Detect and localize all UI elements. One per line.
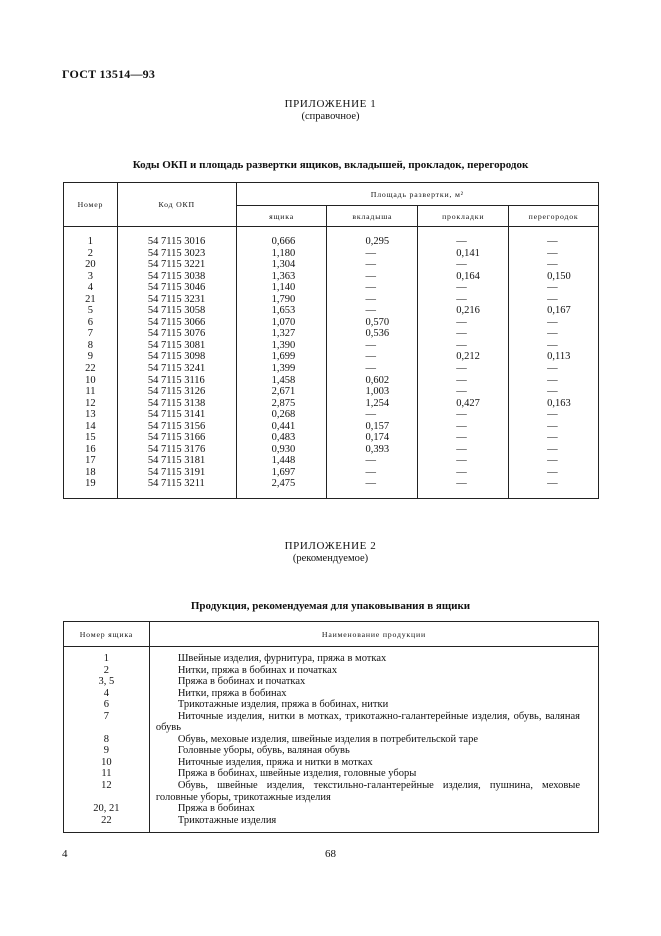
partition-area: — [509, 227, 599, 248]
liner-area: 1,003 [327, 386, 418, 398]
liner-area: — [327, 467, 418, 479]
row-number: 21 [64, 294, 118, 306]
okp-code: 54 7115 3221 [117, 259, 236, 271]
okp-table-body [64, 227, 599, 499]
table-row [64, 478, 599, 498]
liner-area: 0,393 [327, 444, 418, 456]
appendix-2-heading: Продукция, рекомендуемая для упаковывания в ящики [190, 600, 471, 612]
table-row [64, 665, 599, 677]
liner-area: — [327, 248, 418, 260]
table-row [64, 757, 599, 769]
product-name: Ниточные изделия, нитки в мотках, трикотажно-галантерейные изделия, обувь, валяная обувь [149, 711, 598, 734]
liner-area: — [327, 478, 418, 498]
table-row [64, 351, 599, 363]
row-number: 20 [64, 259, 118, 271]
liner-area: — [327, 409, 418, 421]
partition-area: 0,163 [509, 398, 599, 410]
table-row [64, 711, 599, 734]
partition-area: — [509, 328, 599, 340]
liner-area: — [327, 351, 418, 363]
product-name: Обувь, меховые изделия, швейные изделия в потребительской таре [149, 734, 598, 746]
product-name: Трикотажные изделия [149, 815, 598, 833]
okp-code: 54 7115 3016 [117, 227, 236, 248]
okp-code: 54 7115 3058 [117, 305, 236, 317]
liner-area: — [327, 305, 418, 317]
table-row [64, 688, 599, 700]
row-number: 13 [64, 409, 118, 421]
table-row [64, 227, 599, 248]
product-name: Ниточные изделия, пряжа и нитки в мотках [149, 757, 598, 769]
table-row [64, 780, 599, 803]
box-area: 2,475 [236, 478, 327, 498]
okp-code: 54 7115 3038 [117, 271, 236, 283]
col-header-code: Код ОКП [117, 183, 236, 227]
box-number: 1 [64, 647, 150, 665]
okp-code: 54 7115 3046 [117, 282, 236, 294]
liner-area: — [327, 363, 418, 375]
box-area: 0,483 [236, 432, 327, 444]
table-row [64, 815, 599, 833]
okp-code: 54 7115 3081 [117, 340, 236, 352]
partition-area: — [509, 282, 599, 294]
box-number: 8 [64, 734, 150, 746]
partition-area: — [509, 294, 599, 306]
pad-area: — [418, 259, 509, 271]
okp-code: 54 7115 3126 [117, 386, 236, 398]
pad-area: — [418, 317, 509, 329]
partition-area: 0,113 [509, 351, 599, 363]
partition-area: 0,150 [509, 271, 599, 283]
liner-area: 0,174 [327, 432, 418, 444]
box-area: 2,671 [236, 386, 327, 398]
box-number: 4 [64, 688, 150, 700]
table-row [64, 282, 599, 294]
product-name: Швейные изделия, фурнитура, пряжа в мотках [149, 647, 598, 665]
table-row [64, 647, 599, 665]
pad-area: — [418, 375, 509, 387]
partition-area: — [509, 375, 599, 387]
table-row [64, 699, 599, 711]
row-number: 10 [64, 375, 118, 387]
partition-area: — [509, 248, 599, 260]
col-header-partition: перегородок [509, 206, 599, 227]
box-number: 6 [64, 699, 150, 711]
appendix-1-subtitle: (справочное) [301, 111, 360, 122]
box-number: 22 [64, 815, 150, 833]
box-area: 0,666 [236, 227, 327, 248]
footer-left-number: 4 [62, 848, 68, 860]
product-name: Нитки, пряжа в бобинах [149, 688, 598, 700]
pad-area: — [418, 478, 509, 498]
pad-area: — [418, 455, 509, 467]
table-row [64, 340, 599, 352]
row-number: 12 [64, 398, 118, 410]
row-number: 14 [64, 421, 118, 433]
partition-area: 0,167 [509, 305, 599, 317]
table-row [64, 421, 599, 433]
product-name: Трикотажные изделия, пряжа в бобинах, нитки [149, 699, 598, 711]
product-name: Головные уборы, обувь, валяная обувь [149, 745, 598, 757]
table-row [64, 745, 599, 757]
okp-codes-table [63, 182, 599, 499]
liner-area: — [327, 282, 418, 294]
row-number: 9 [64, 351, 118, 363]
pad-area: — [418, 444, 509, 456]
page-number: 68 [325, 848, 336, 860]
appendix-1-heading: Коды ОКП и площадь развертки ящиков, вкладышей, прокладок, перегородок [132, 159, 529, 171]
table-row [64, 317, 599, 329]
box-number: 11 [64, 768, 150, 780]
box-area: 1,363 [236, 271, 327, 283]
partition-area: — [509, 409, 599, 421]
col-header-area: Площадь развертки, м² [236, 183, 598, 206]
box-area: 2,875 [236, 398, 327, 410]
table-row [64, 467, 599, 479]
partition-area: — [509, 444, 599, 456]
okp-code: 54 7115 3098 [117, 351, 236, 363]
pad-area: — [418, 432, 509, 444]
col-header-pad: прокладки [418, 206, 509, 227]
box-number: 9 [64, 745, 150, 757]
box-area: 0,441 [236, 421, 327, 433]
okp-code: 54 7115 3141 [117, 409, 236, 421]
partition-area: — [509, 363, 599, 375]
okp-code: 54 7115 3116 [117, 375, 236, 387]
okp-code: 54 7115 3191 [117, 467, 236, 479]
table-row [64, 803, 599, 815]
pad-area: 0,216 [418, 305, 509, 317]
box-area: 1,327 [236, 328, 327, 340]
table-row [64, 305, 599, 317]
appendix-2-title: ПРИЛОЖЕНИЕ 2 [284, 540, 377, 552]
box-area: 1,697 [236, 467, 327, 479]
liner-area: — [327, 340, 418, 352]
box-number: 3, 5 [64, 676, 150, 688]
row-number: 18 [64, 467, 118, 479]
liner-area: 0,536 [327, 328, 418, 340]
product-name: Обувь, швейные изделия, текстильно-галантерейные изделия, пушнина, меховые головные уборы, трикотажные изделия [149, 780, 598, 803]
partition-area: — [509, 386, 599, 398]
pad-area: 0,141 [418, 248, 509, 260]
pad-area: — [418, 328, 509, 340]
partition-area: — [509, 421, 599, 433]
box-area: 1,448 [236, 455, 327, 467]
box-number: 20, 21 [64, 803, 150, 815]
box-area: 0,930 [236, 444, 327, 456]
product-name: Пряжа в бобинах, швейные изделия, головные уборы [149, 768, 598, 780]
table-row [64, 768, 599, 780]
partition-area: — [509, 455, 599, 467]
table-row [64, 259, 599, 271]
pad-area: — [418, 386, 509, 398]
product-name: Пряжа в бобинах [149, 803, 598, 815]
okp-code: 54 7115 3181 [117, 455, 236, 467]
table-row [64, 294, 599, 306]
table-row [64, 248, 599, 260]
liner-area: — [327, 271, 418, 283]
row-number: 4 [64, 282, 118, 294]
okp-code: 54 7115 3211 [117, 478, 236, 498]
table-row [64, 734, 599, 746]
row-number: 8 [64, 340, 118, 352]
box-area: 1,390 [236, 340, 327, 352]
row-number: 16 [64, 444, 118, 456]
row-number: 17 [64, 455, 118, 467]
liner-area: 1,254 [327, 398, 418, 410]
liner-area: 0,602 [327, 375, 418, 387]
table-row [64, 398, 599, 410]
row-number: 3 [64, 271, 118, 283]
row-number: 5 [64, 305, 118, 317]
pad-area: — [418, 409, 509, 421]
box-area: 0,268 [236, 409, 327, 421]
liner-area: 0,295 [327, 227, 418, 248]
row-number: 22 [64, 363, 118, 375]
okp-code: 54 7115 3241 [117, 363, 236, 375]
pad-area: — [418, 467, 509, 479]
col-header-liner: вкладыша [327, 206, 418, 227]
table-row [64, 432, 599, 444]
row-number: 11 [64, 386, 118, 398]
col-header-box-number: Номер ящика [64, 622, 150, 647]
box-number: 10 [64, 757, 150, 769]
partition-area: — [509, 259, 599, 271]
okp-code: 54 7115 3023 [117, 248, 236, 260]
table-row [64, 455, 599, 467]
appendix-1-title: ПРИЛОЖЕНИЕ 1 [284, 98, 377, 110]
box-area: 1,790 [236, 294, 327, 306]
partition-area: — [509, 467, 599, 479]
box-area: 1,140 [236, 282, 327, 294]
okp-code: 54 7115 3176 [117, 444, 236, 456]
liner-area: — [327, 294, 418, 306]
okp-code: 54 7115 3138 [117, 398, 236, 410]
box-number: 12 [64, 780, 150, 803]
liner-area: 0,157 [327, 421, 418, 433]
col-header-number: Номер [64, 183, 118, 227]
box-area: 1,399 [236, 363, 327, 375]
row-number: 1 [64, 227, 118, 248]
standard-code: ГОСТ 13514—93 [62, 67, 156, 81]
row-number: 7 [64, 328, 118, 340]
pad-area: — [418, 294, 509, 306]
pad-area: — [418, 363, 509, 375]
pad-area: — [418, 340, 509, 352]
product-name: Нитки, пряжа в бобинах и початках [149, 665, 598, 677]
okp-code: 54 7115 3076 [117, 328, 236, 340]
row-number: 19 [64, 478, 118, 498]
liner-area: 0,570 [327, 317, 418, 329]
appendix-2-subtitle: (рекомендуемое) [292, 553, 369, 564]
pad-area: 0,164 [418, 271, 509, 283]
partition-area: — [509, 340, 599, 352]
products-table [63, 621, 599, 833]
row-number: 2 [64, 248, 118, 260]
table-row [64, 444, 599, 456]
box-number: 7 [64, 711, 150, 734]
table-row [64, 271, 599, 283]
product-name: Пряжа в бобинах и початках [149, 676, 598, 688]
box-number: 2 [64, 665, 150, 677]
col-header-product: Наименование продукции [149, 622, 598, 647]
okp-code: 54 7115 3156 [117, 421, 236, 433]
pad-area: 0,427 [418, 398, 509, 410]
table-row [64, 386, 599, 398]
pad-area: — [418, 421, 509, 433]
partition-area: — [509, 478, 599, 498]
table-row [64, 328, 599, 340]
table-row [64, 409, 599, 421]
table-row [64, 676, 599, 688]
okp-code: 54 7115 3231 [117, 294, 236, 306]
box-area: 1,653 [236, 305, 327, 317]
row-number: 15 [64, 432, 118, 444]
okp-code: 54 7115 3066 [117, 317, 236, 329]
products-table-body [64, 647, 599, 833]
row-number: 6 [64, 317, 118, 329]
box-area: 1,458 [236, 375, 327, 387]
pad-area: — [418, 227, 509, 248]
partition-area: — [509, 432, 599, 444]
box-area: 1,699 [236, 351, 327, 363]
table-row [64, 375, 599, 387]
pad-area: 0,212 [418, 351, 509, 363]
liner-area: — [327, 455, 418, 467]
pad-area: — [418, 282, 509, 294]
col-header-box: ящика [236, 206, 327, 227]
partition-area: — [509, 317, 599, 329]
table-row [64, 363, 599, 375]
liner-area: — [327, 259, 418, 271]
box-area: 1,304 [236, 259, 327, 271]
box-area: 1,070 [236, 317, 327, 329]
box-area: 1,180 [236, 248, 327, 260]
okp-code: 54 7115 3166 [117, 432, 236, 444]
